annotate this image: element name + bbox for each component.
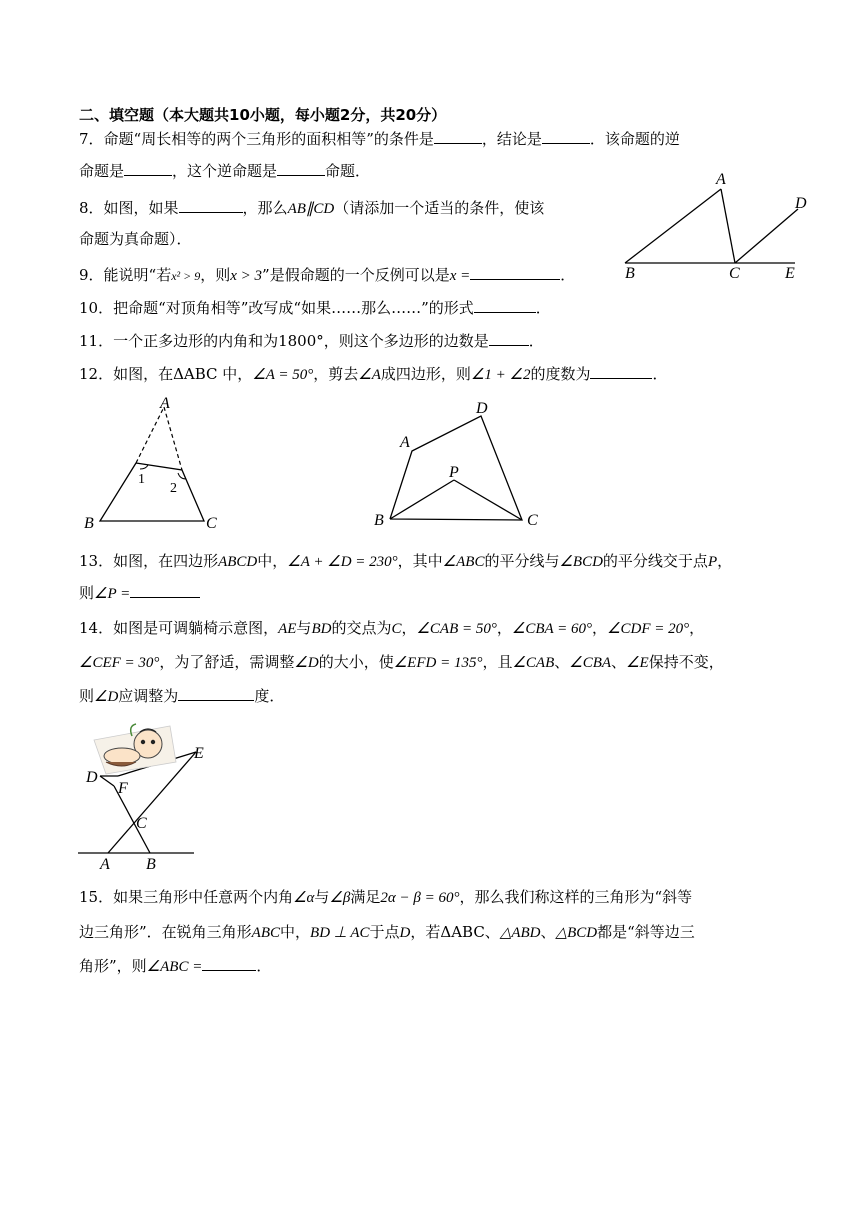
question-11: 11．一个正多边形的内角和为1800°，则这个多边形的边数是 ． xyxy=(79,332,544,350)
question-9: 9．能说明“若x² > 9，则x > 3”是假命题的一个反例可以是x = ． xyxy=(79,266,576,284)
baby-illustration xyxy=(94,724,176,774)
label-D: D xyxy=(476,400,488,417)
label-P: P xyxy=(449,464,459,481)
figure-q8-angle-diagram xyxy=(615,168,815,283)
answer-blank[interactable] xyxy=(124,160,172,176)
label-B: B xyxy=(374,512,384,529)
question-14-line-1: 14．如图是可调躺椅示意图，AE与BD的交点为C，∠CAB = 50°，∠CBA = 60°，∠CDF = 20°， xyxy=(79,619,705,637)
label-C: C xyxy=(527,512,538,529)
section-title: 二、填空题（本大题共10小题，每小题2分，共20分） xyxy=(79,106,447,124)
answer-blank[interactable] xyxy=(474,297,536,313)
figure-q14-reclining-chair xyxy=(76,718,216,873)
answer-blank[interactable] xyxy=(434,128,482,144)
answer-blank[interactable] xyxy=(542,128,590,144)
label-E: E xyxy=(194,745,204,762)
answer-blank[interactable] xyxy=(277,160,325,176)
question-13-line-2: 则∠P = xyxy=(79,582,200,605)
label-D: D xyxy=(795,195,807,212)
question-8-line-2: 命题为真命题）． xyxy=(79,230,192,248)
question-8-line-1: 8．如图，如果 ，那么AB∥CD（请添加一个适当的条件，使该 xyxy=(79,199,545,217)
figure-q12-cut-triangle xyxy=(80,395,230,535)
label-B: B xyxy=(625,265,635,282)
label-C: C xyxy=(206,515,217,532)
label-E: E xyxy=(785,265,795,282)
question-7-line-2: 命题是 ，这个逆命题是 命题． xyxy=(79,162,371,180)
answer-blank[interactable] xyxy=(590,363,652,379)
question-15-line-1: 15．如果三角形中任意两个内角∠α与∠β满足2α − β = 60°，那么我们称这样的三角形为“斜等 xyxy=(79,888,693,906)
answer-blank[interactable] xyxy=(178,685,254,701)
label-A: A xyxy=(100,856,110,873)
question-14-line-2: ∠CEF = 30°，为了舒适，需调整∠D的大小，使∠EFD = 135°，且∠CAB、∠CBA、∠E保持不变， xyxy=(79,653,724,671)
label-C: C xyxy=(729,265,740,282)
label-A: A xyxy=(400,434,410,451)
label-B: B xyxy=(84,515,94,532)
label-B: B xyxy=(146,856,156,873)
answer-blank[interactable] xyxy=(179,197,243,213)
label-angle-2: 2 xyxy=(170,481,177,496)
question-13-line-1: 13．如图，在四边形ABCD中，∠A + ∠D = 230°，其中∠ABC的平分线与∠BCD的平分线交于点P， xyxy=(79,552,733,570)
answer-blank[interactable] xyxy=(130,582,200,598)
label-A: A xyxy=(160,395,170,412)
figure-q13-quadrilateral xyxy=(372,395,552,535)
question-15-line-3: 角形”，则∠ABC = ． xyxy=(79,957,272,975)
label-D: D xyxy=(86,769,98,786)
question-12: 12．如图，在ΔABC 中，∠A = 50°，剪去∠A成四边形，则∠1 + ∠2的度数为 ． xyxy=(79,365,668,383)
label-angle-1: 1 xyxy=(138,472,145,487)
question-15-line-2: 边三角形”．在锐角三角形ABC中，BD ⊥ AC于点D，若ΔABC、△ABD、△BCD都是“斜等边三 xyxy=(79,923,695,941)
question-7-line-1: 7．命题“周长相等的两个三角形的面积相等”的条件是 ，结论是 ．该命题的逆 xyxy=(79,130,680,148)
question-10: 10．把命题“对顶角相等”改写成“如果……那么……”的形式 ． xyxy=(79,299,551,317)
label-C: C xyxy=(136,815,147,832)
question-14-line-3: 则∠D应调整为 度． xyxy=(79,687,285,705)
answer-blank[interactable] xyxy=(202,955,256,971)
answer-blank[interactable] xyxy=(489,330,529,346)
label-F: F xyxy=(118,780,128,797)
label-A: A xyxy=(716,171,726,188)
answer-blank[interactable] xyxy=(470,264,560,280)
